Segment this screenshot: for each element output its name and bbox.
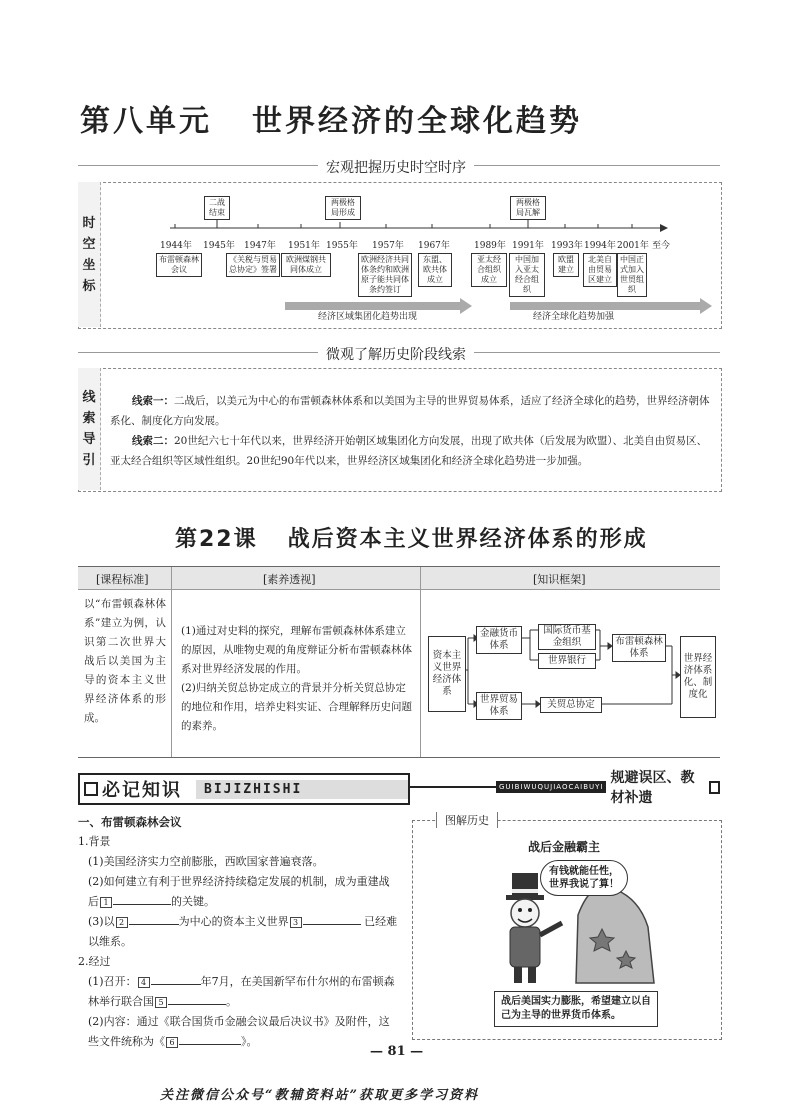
fw-wb: 世界银行 [538, 653, 596, 669]
year-1967: 1967年 [418, 241, 450, 251]
blank-6[interactable] [179, 1044, 241, 1045]
header-framework: [知识框架] [533, 573, 586, 586]
event-1989: 亚太经合组织成立 [471, 253, 507, 287]
fw-imf: 国际货币基金组织 [538, 624, 596, 650]
blank-2[interactable] [129, 924, 179, 925]
lesson-title [175, 522, 648, 553]
timeline-sidebar: 时 空 坐 标 [78, 182, 101, 327]
unit-title [80, 96, 582, 140]
event-1991: 两极格局瓦解 [510, 196, 546, 220]
event-2001: 中国正式加入世贸组织 [617, 253, 647, 297]
page-number: — 81 — [370, 1044, 424, 1059]
year-1945: 1945年 [203, 241, 235, 251]
proc-item-2: (2)内容：通过《联合国货币金融会议最后决议书》及附件，这些文件统称为《 6 》。 [88, 1015, 390, 1048]
event-1955: 两极格局形成 [325, 196, 361, 220]
lesson-name: 战后资本主义世界经济体系的形成 [287, 527, 648, 552]
year-1951: 1951年 [288, 241, 320, 251]
literacy-1: (1)通过对史料的探究，理解布雷顿森林体系建立的原因，从唯物史观的角度辩证分析布雷顿森林体系对世界经济发展的作用。 [181, 625, 412, 675]
header-literacy: [素养透视] [263, 573, 316, 586]
timeline-heading: 宏观把握历史时空时序 [318, 157, 474, 177]
year-1944: 1944年 [160, 241, 192, 251]
banner-left-pinyin: BIJIZHISHI [196, 780, 408, 799]
banner-right-title: 规避误区、教材补遗 [610, 770, 695, 806]
unit-number: 第八单元 [80, 104, 212, 139]
fw-monetary: 金融货币体系 [476, 626, 522, 654]
blank-4[interactable] [151, 984, 201, 985]
square-icon [84, 782, 98, 796]
banner-left-title: 必记知识 [102, 780, 182, 801]
blank-1[interactable] [113, 904, 171, 905]
event-1991: 中国加入亚太经合组织 [509, 253, 545, 297]
fw-result: 世界经济体系化、制度化 [680, 636, 716, 718]
bg-item-2: (2)如何建立有利于世界经济持续稳定发展的机制，成为重建战后 1 的关键。 [88, 875, 390, 908]
cartoon-header: 图解历史 [436, 812, 498, 828]
clue-2: 线索二：20世纪六七十年代以来，世界经济开始朝区域集团化方向发展，出现了欧共体（后发展为欧盟）、北美自由贸易区、亚太经合组织等区域性组织。20世纪90年代以来，世界经济区域集团化和经济全球化趋势进一步加强。 [110, 435, 708, 467]
unit-name: 世界经济的全球化趋势 [252, 104, 582, 139]
arrow1-label: 经济区域集团化趋势出现 [318, 312, 418, 322]
clue-heading: 微观了解历史阶段线索 [318, 344, 474, 364]
event-1993: 欧盟建立 [553, 253, 579, 277]
banner-right-pinyin: GUIBIWUQUJIAOCAIBUYI [496, 781, 606, 793]
fw-bw: 布雷顿森林体系 [612, 634, 666, 662]
clue-sidebar: 线 索 导 引 [78, 368, 101, 490]
literacy-2: (2)归纳关贸总协定成立的背景并分析关贸总协定的地位和作用，培养史料实证、合理解释历史问题的素养。 [181, 682, 412, 732]
footer-note: 关注微信公众号“教辅资料站”获取更多学习资料 [160, 1088, 479, 1103]
cartoon-caption: 战后美国实力膨胀，希望建立以自己为主导的世界货币体系。 [494, 991, 658, 1027]
year-1947: 1947年 [244, 241, 276, 251]
year-1957: 1957年 [372, 241, 404, 251]
event-1951: 欧洲煤钢共同体成立 [281, 253, 331, 277]
event-1957: 欧洲经济共同体条约和欧洲原子能共同体条约签订 [358, 253, 412, 297]
banner-left [78, 773, 410, 805]
section-title: 一、布雷顿森林会议 [78, 815, 182, 829]
blank-5[interactable] [168, 1004, 226, 1005]
knowledge-banner [78, 770, 720, 806]
clue-1: 线索一：二战后，以美元为中心的布雷顿森林体系和以美国为主导的世界贸易体系，适应了经济全球化的趋势，世界经济朝体系化、制度化方向发展。 [110, 395, 710, 427]
bg-item-1: (1)美国经济实力空前膨胀，西欧国家普遍衰落。 [88, 855, 324, 868]
year-1989: 1989年 [474, 241, 506, 251]
banner-right [496, 770, 720, 806]
year-1993: 1993年 [551, 241, 583, 251]
standard-text: 以“布雷顿森林体系”建立为例，认识第二次世界大战后以美国为主导的资本主义世界经济体系的形成。 [84, 598, 166, 724]
lesson-number: 第22课 [175, 527, 258, 552]
year-1991: 1991年 [512, 241, 544, 251]
blank-3[interactable] [303, 924, 361, 925]
square-icon [709, 781, 720, 794]
cartoon-title: 战后金融霸主 [528, 840, 601, 854]
fw-gatt: 关贸总协定 [540, 697, 602, 713]
speech-bubble: 有钱就能任性，世界我说了算！ [540, 860, 628, 896]
event-1947: 《关税与贸易总协定》签署 [226, 253, 280, 277]
event-1967: 东盟、欧共体成立 [418, 253, 452, 287]
fw-root: 资本主义世界经济体系 [428, 636, 466, 712]
heading-process: 2.经过 [78, 955, 111, 968]
year-now: 至今 [652, 241, 671, 251]
heading-background: 1.背景 [78, 835, 111, 848]
knowledge-left [78, 812, 398, 1052]
header-standard: [课程标准] [96, 573, 149, 586]
year-1955: 1955年 [326, 241, 358, 251]
year-1994: 1994年 [584, 241, 616, 251]
bg-item-3: (3)以 2 为中心的资本主义世界 3 已经难以维系。 [88, 915, 398, 948]
arrow2-label: 经济全球化趋势加强 [533, 312, 615, 322]
event-1944: 布雷顿森林会议 [156, 253, 202, 277]
proc-item-1: (1)召开： 4 年7月，在美国新罕布什尔州的布雷顿森林举行联合国 5 。 [88, 975, 395, 1008]
event-1945: 二战结束 [204, 196, 230, 220]
fw-trade: 世界贸易体系 [476, 692, 522, 720]
event-1994: 北美自由贸易区建立 [583, 253, 617, 287]
year-2001: 2001年 [617, 241, 649, 251]
